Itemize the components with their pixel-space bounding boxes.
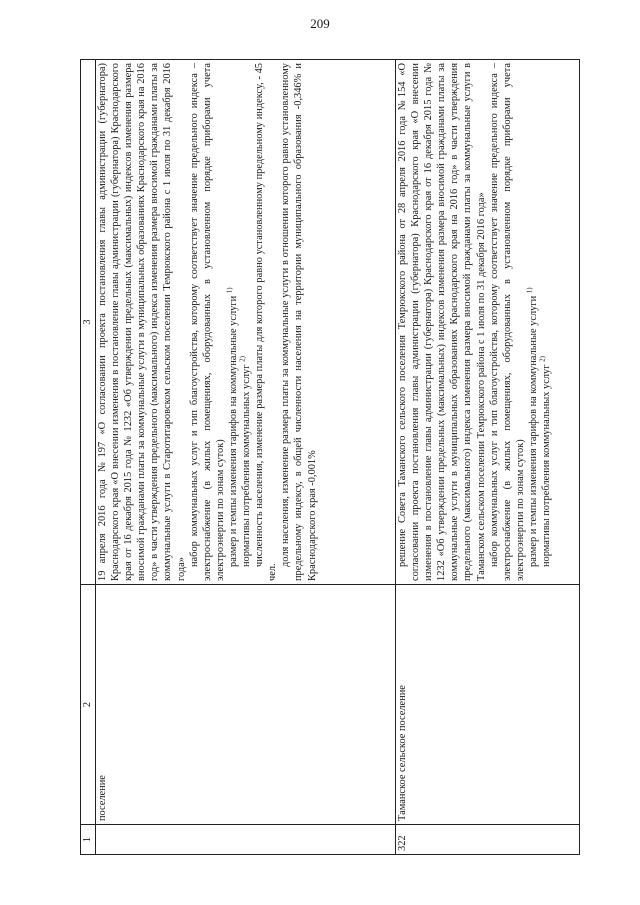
population-share-paragraph: доля населения, изменение размера платы за коммунальные услуги в отношении которого равно установленному предельному индексу, в общей численности населения на территории муниципального образования -0,346% и Краснодарского края -0,001% — [280, 63, 318, 581]
footnote-mark-2: 2) — [238, 356, 247, 362]
description-cell — [96, 60, 396, 585]
table-row — [96, 60, 396, 855]
footnote-mark-2: 2) — [538, 356, 547, 362]
norms-paragraph — [540, 63, 553, 581]
indices-table — [80, 59, 580, 855]
norms-text: нормативы потребления коммунальных услуг — [541, 364, 553, 567]
norms-text: нормативы потребления коммунальных услуг — [241, 364, 253, 567]
tariffs-paragraph — [527, 63, 540, 581]
tariffs-paragraph — [227, 63, 240, 581]
description-cell — [396, 60, 580, 585]
footnote-mark-1: 1) — [525, 287, 534, 294]
row-number-cell: 322 — [396, 825, 580, 855]
column-header-1: 1 — [81, 825, 96, 855]
tariffs-text: размер и темпы изменения тарифов на коммунальные услуги — [227, 295, 239, 567]
table-header-row — [81, 60, 96, 855]
services-set-paragraph: набор коммунальных услуг и тип благоустройства, которому соответствует значение предельного индекса – электроснабжение (в жилых помещениях, оборудованных в установленном порядке приборами учета электроэнергии по зонам суток) — [188, 63, 226, 581]
resolution-paragraph: решение Совета Таманского сельского поселения Темрюкского района от 28 апреля 2016 года №154 «О согласовании проекта постановления главы администрации (губернатора) Краснодарского края «О внесении изменения в постановление главы администрации (губернатора) Краснодарского края от 16 декабря 2015 года № 1232 «Об утверждении предельных (максимальных) индексов изменения размера вносимой гражданами платы за коммунальные услуги в муниципальных образованиях Краснодарского края на 2016 год» в части утверждения предельного (максимального) индекса изменения размера вносимой гражданами платы за коммунальные услуги в Таманском сельском поселении Темрюкского района с 1 июля по 31 декабря 2016 года» — [397, 63, 487, 581]
row-number-cell — [96, 825, 396, 855]
services-set-paragraph: набор коммунальных услуг и тип благоустройства, которому соответствует значение предельного индекса – электроснабжение (в жилых помещениях, оборудованных в установленном порядке приборами учета электроэнергии по зонам суток) — [488, 63, 526, 581]
norms-paragraph — [240, 63, 253, 581]
footnote-mark-1: 1) — [225, 287, 234, 294]
column-header-3: 3 — [81, 60, 96, 585]
settlement-name-cell: поселение — [96, 585, 396, 825]
rotated-table-wrapper — [80, 60, 580, 855]
table-row — [396, 60, 580, 855]
population-paragraph: численность населения, изменение размера платы для которого равно установленному предельному индексу, - 45 чел. — [254, 63, 279, 581]
page-number: 209 — [310, 16, 330, 31]
column-header-2: 2 — [81, 585, 96, 825]
resolution-paragraph: 19 апреля 2016 года №197 «О согласовании проекта постановления главы администрации (губернатора) Краснодарского края «О внесении изменения в постановление главы администрации (губернатора) Краснодарского края от 16 декабря 2015 года № 1232 «Об утверждении предельных (максимальных) индексов изменения размера вносимой гражданами платы за коммунальные услуги в муниципальных образованиях Краснодарского края на 2016 год» в части утверждения предельного (максимального) индекса изменения размера вносимой гражданами платы за коммунальные услуги в Старотитаровском сельском поселении Темрюкского района с 1 июля по 31 декабря 2016 года» — [97, 63, 187, 581]
tariffs-text: размер и темпы изменения тарифов на коммунальные услуги — [527, 295, 539, 567]
settlement-name-cell: Таманское сельское поселение — [396, 585, 580, 825]
